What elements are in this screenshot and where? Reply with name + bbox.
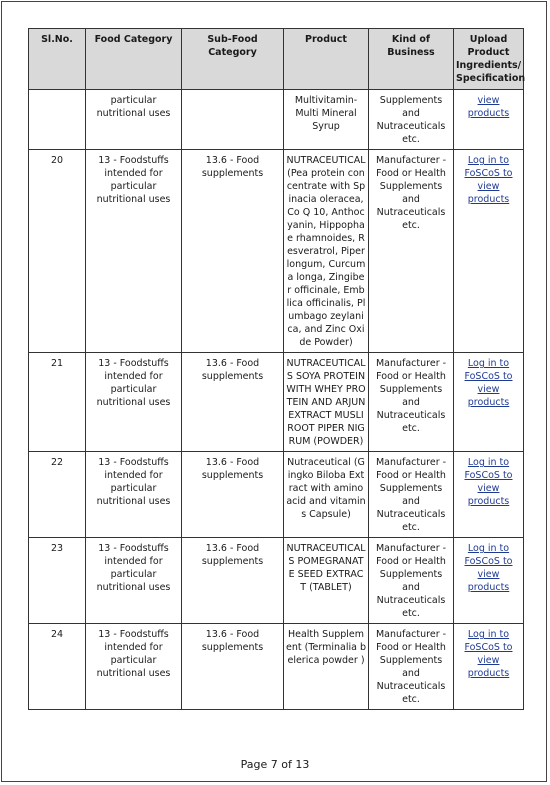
cell-kind-of-business: Manufacturer - Food or Health Supplements and Nutraceuticals etc. bbox=[369, 452, 454, 538]
cell-kind-of-business: Manufacturer - Food or Health Supplements and Nutraceuticals etc. bbox=[369, 353, 454, 452]
header-upload-specification: Upload Product Ingredients/ Specification bbox=[454, 29, 524, 90]
cell-sl-no: 20 bbox=[29, 150, 86, 353]
cell-product: NUTRACEUTICAL (Pea protein concentrate with Spinacia oleracea, Co Q 10, Anthocyanin, Hippophae rhamnoides, Resveratrol, Piper longum, Curcuma longa, Zingiber officinale, Emblica officinalis, Plumbago zeylanica, and Zinc Oxide Powder) bbox=[284, 150, 369, 353]
cell-food-category: particular nutritional uses bbox=[86, 90, 182, 150]
products-table bbox=[28, 28, 524, 710]
foscos-login-link[interactable]: Log in to FoSCoS to view products bbox=[464, 629, 513, 679]
cell-food-category: 13 - Foodstuffs intended for particular nutritional uses bbox=[86, 624, 182, 710]
cell-sl-no: 24 bbox=[29, 624, 86, 710]
cell-upload-link bbox=[454, 150, 524, 353]
cell-sub-food-category: 13.6 - Food supplements bbox=[182, 538, 284, 624]
foscos-login-link[interactable]: Log in to FoSCoS to view products bbox=[464, 155, 513, 205]
table-row bbox=[29, 624, 524, 710]
page-number: Page 7 of 13 bbox=[240, 758, 310, 771]
foscos-login-link[interactable]: Log in to FoSCoS to view products bbox=[464, 358, 513, 408]
cell-sub-food-category: 13.6 - Food supplements bbox=[182, 452, 284, 538]
cell-kind-of-business: Supplements and Nutraceuticals etc. bbox=[369, 90, 454, 150]
cell-sub-food-category: 13.6 - Food supplements bbox=[182, 353, 284, 452]
cell-kind-of-business: Manufacturer - Food or Health Supplements and Nutraceuticals etc. bbox=[369, 624, 454, 710]
cell-sub-food-category: 13.6 - Food supplements bbox=[182, 624, 284, 710]
cell-product: Health Supplement (Terminalia belerica powder ) bbox=[284, 624, 369, 710]
cell-sl-no: 23 bbox=[29, 538, 86, 624]
cell-upload-link bbox=[454, 90, 524, 150]
header-food-category: Food Category bbox=[86, 29, 182, 90]
table-row bbox=[29, 538, 524, 624]
cell-product: NUTRACEUTICALS SOYA PROTEIN WITH WHEY PROTEIN AND ARJUN EXTRACT MUSLI ROOT PIPER NIGRUM (POWDER) bbox=[284, 353, 369, 452]
cell-kind-of-business: Manufacturer - Food or Health Supplements and Nutraceuticals etc. bbox=[369, 150, 454, 353]
table-row bbox=[29, 90, 524, 150]
cell-food-category: 13 - Foodstuffs intended for particular nutritional uses bbox=[86, 538, 182, 624]
cell-upload-link bbox=[454, 353, 524, 452]
cell-food-category: 13 - Foodstuffs intended for particular nutritional uses bbox=[86, 452, 182, 538]
table-header-row bbox=[29, 29, 524, 90]
foscos-login-link[interactable]: Log in to FoSCoS to view products bbox=[464, 457, 513, 507]
cell-food-category: 13 - Foodstuffs intended for particular nutritional uses bbox=[86, 150, 182, 353]
header-kind-of-business: Kind of Business bbox=[369, 29, 454, 90]
cell-sl-no: 22 bbox=[29, 452, 86, 538]
header-sl-no: Sl.No. bbox=[29, 29, 86, 90]
cell-sub-food-category bbox=[182, 90, 284, 150]
cell-upload-link bbox=[454, 538, 524, 624]
cell-upload-link bbox=[454, 624, 524, 710]
table-row bbox=[29, 150, 524, 353]
header-sub-food-category: Sub-Food Category bbox=[182, 29, 284, 90]
header-product: Product bbox=[284, 29, 369, 90]
table-row bbox=[29, 452, 524, 538]
table-row bbox=[29, 353, 524, 452]
foscos-login-link[interactable]: Log in to FoSCoS to view products bbox=[464, 543, 513, 593]
cell-sl-no bbox=[29, 90, 86, 150]
cell-sl-no: 21 bbox=[29, 353, 86, 452]
cell-food-category: 13 - Foodstuffs intended for particular nutritional uses bbox=[86, 353, 182, 452]
view-products-link[interactable]: view products bbox=[467, 95, 510, 119]
cell-sub-food-category: 13.6 - Food supplements bbox=[182, 150, 284, 353]
cell-product: NUTRACEUTICALS POMEGRANATE SEED EXTRACT (TABLET) bbox=[284, 538, 369, 624]
cell-product: Nutraceutical (Gingko Biloba Extract with amino acid and vitamins Capsule) bbox=[284, 452, 369, 538]
cell-kind-of-business: Manufacturer - Food or Health Supplements and Nutraceuticals etc. bbox=[369, 538, 454, 624]
cell-product: Multivitamin- Multi Mineral Syrup bbox=[284, 90, 369, 150]
cell-upload-link bbox=[454, 452, 524, 538]
